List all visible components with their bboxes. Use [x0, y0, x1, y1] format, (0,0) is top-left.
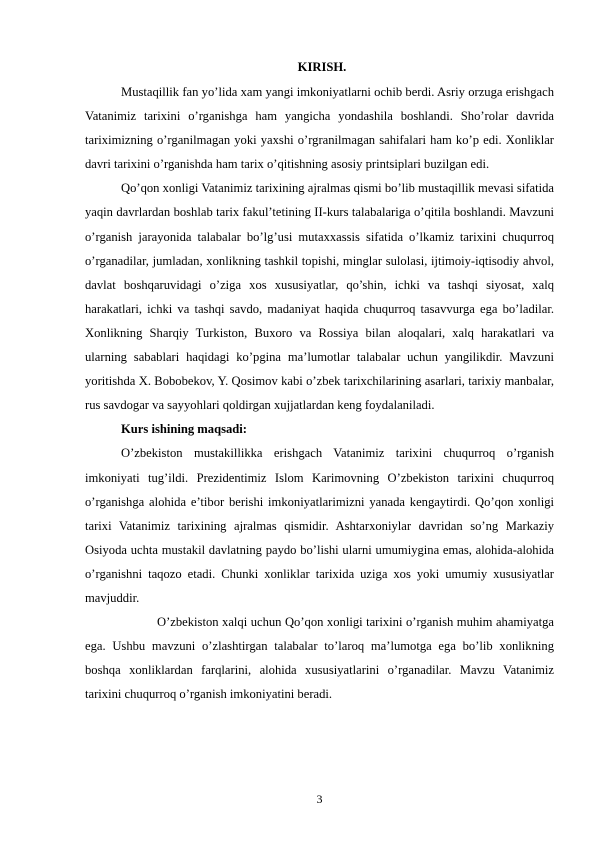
page-content [85, 56, 554, 706]
goal-subheading: Kurs ishining maqsadi: [121, 422, 247, 437]
section-heading: KIRISH. [297, 60, 347, 74]
page-number: 3 [316, 792, 323, 806]
goal-paragraph-1: O’zbekiston mustakillikka erishgach Vatanimiz tarixini chuqurroq o’rganish imkoniyati tug’ildi. Prezidentimiz Islom Karimovning O’zbekiston tarixini chuqurroq o’rganishga alohida e’tibor berishi imkoniyatlarimizni yanada kengaytirdi. Qo’qon xonligi tarixi Vatanimiz tarixining ajralmas qismidir. Ashtarxoniylar davridan so’ng Markaziy Osiyoda uchta mustakil davlatning paydo bo’lishi ularni umumiygina emas, alohida-alohida o’rganishni taqozo etadi. Chunki xonliklar tarixida uziga xos yoki umumiy xususiyatlar mavjuddir. [85, 446, 554, 605]
goal-paragraph-2: O’zbekiston xalqi uchun Qo’qon xonligi tarixini o’rganish muhim ahamiyatga ega. Ushbu mavzuni o’zlashtirgan talabalar to’laroq ma’lumotga ega bo’lib xonlikning boshqa xonliklardan farqlarini, alohida xususiyatlarini o’rganadilar. Mavzu Vatanimiz tarixini chuqurroq o’rganish imkoniyatini beradi. [85, 615, 554, 702]
intro-paragraph-1: Mustaqillik fan yo’lida xam yangi imkoniyatlarni ochib berdi. Asriy orzuga erishgach Vatanimiz tarixini o’rganishga ham yangicha yondashila boshlandi. Sho’rolar davrida tariximizning o’rganilmagan yoki yaxshi o’rgranilmagan sahifalari ham ko’p edi. Xonliklar davri tarixini o’rganishda ham tarix o’qitishning asosiy printsiplari buzilgan edi. [85, 85, 554, 172]
intro-paragraph-2: Qo’qon xonligi Vatanimiz tarixining ajralmas qismi bo’lib mustaqillik mevasi sifatida yaqin davrlardan boshlab tarix fakul’tetining II-kurs talabalariga o’qitila boshlandi. Mavzuni o’rganish jarayonida talabalar bo’lg’usi mutaxxassis sifatida o’lkamiz tarixini chuqurroq o’rganadilar, jumladan, xonlikning tashkil topishi, minglar sulolasi, ijtimoiy-iqtisodiy ahvol, davlat boshqaruvidagi o’ziga xos xususiyatlar, qo’shin, ichki va tashqi siyosat, xalq harakatlari, ichki va tashqi savdo, madaniyat haqida chuqurroq tasavvurga ega bo’ladilar. Xonlikning Sharqiy Turkiston, Buxoro va Rossiya bilan aloqalari, xalq harakatlari va ularning sabablari haqidagi ko’pgina ma’lumotlar talabalar uchun yangilikdir. Mavzuni yoritishda X. Bobobekov, Y. Qosimov kabi o’zbek tarixchilarining asarlari, tarixiy manbalar, rus savdogar va sayyohlari qoldirgan xujjatlardan keng foydalaniladi. [85, 181, 554, 413]
